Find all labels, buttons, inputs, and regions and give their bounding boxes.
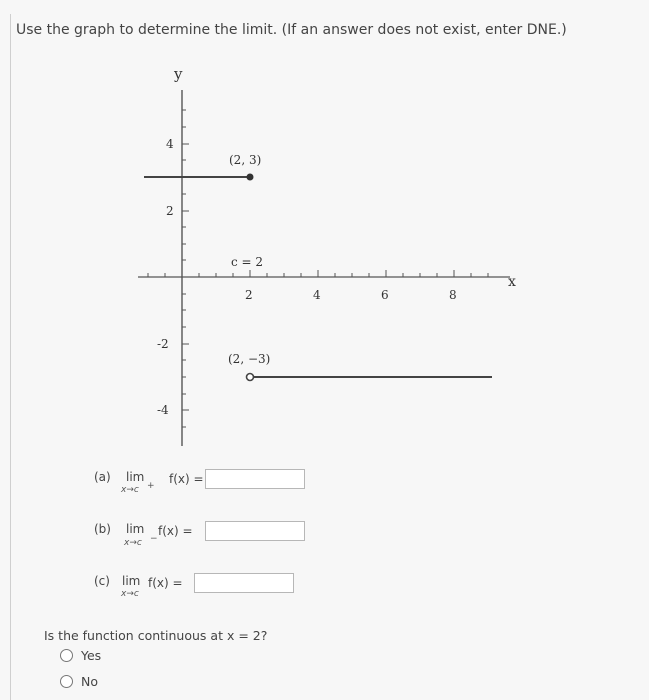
question-a bbox=[94, 470, 214, 500]
y-tick-label: -4 bbox=[157, 403, 169, 417]
lim-subscript: x→c bbox=[121, 485, 139, 495]
upper-point-label: (2, 3) bbox=[229, 153, 262, 167]
y-tick-label: 4 bbox=[166, 137, 174, 151]
continuity-question: Is the function continuous at x = 2? bbox=[44, 628, 268, 643]
option-no[interactable] bbox=[60, 674, 98, 689]
x-tick-label: 6 bbox=[381, 288, 389, 302]
answer-input-b[interactable] bbox=[205, 521, 305, 541]
lim-superscript: + bbox=[147, 481, 155, 491]
lower-point-label: (2, −3) bbox=[228, 352, 271, 366]
lim-superscript: − bbox=[150, 534, 158, 544]
option-yes[interactable] bbox=[60, 648, 101, 663]
radio-circle[interactable] bbox=[60, 675, 73, 688]
y-axis-label: y bbox=[174, 65, 183, 83]
answer-input-c[interactable] bbox=[194, 573, 294, 593]
lim-text: lim bbox=[126, 470, 145, 484]
part-label: (c) bbox=[94, 574, 110, 588]
option-label: No bbox=[81, 674, 98, 689]
open-endpoint-dot bbox=[247, 374, 254, 381]
lim-subscript: x→c bbox=[121, 589, 139, 599]
answer-input-a[interactable] bbox=[205, 469, 305, 489]
x-axis-label: x bbox=[508, 274, 516, 290]
lim-text: lim bbox=[122, 574, 141, 588]
part-label: (b) bbox=[94, 522, 111, 536]
x-tick-label: 4 bbox=[313, 288, 321, 302]
option-label: Yes bbox=[81, 648, 102, 663]
function-expression: f(x) = bbox=[169, 472, 204, 486]
lim-subscript: x→c bbox=[124, 538, 142, 548]
y-tick-label: 2 bbox=[166, 204, 174, 218]
question-c bbox=[94, 574, 204, 604]
instructions-text: Use the graph to determine the limit. (If an answer does not exist, enter DNE.) bbox=[16, 22, 567, 38]
closed-endpoint-dot bbox=[247, 174, 254, 181]
x-tick-label: 8 bbox=[449, 288, 457, 302]
x-tick-label: 2 bbox=[245, 288, 253, 302]
lim-text: lim bbox=[126, 522, 145, 536]
part-label: (a) bbox=[94, 470, 111, 484]
y-tick-label: -2 bbox=[157, 337, 169, 351]
function-expression: f(x) = bbox=[148, 576, 183, 590]
question-b bbox=[94, 522, 214, 552]
function-expression: f(x) = bbox=[158, 524, 193, 538]
c-value-label: c = 2 bbox=[231, 255, 264, 269]
radio-circle[interactable] bbox=[60, 649, 73, 662]
